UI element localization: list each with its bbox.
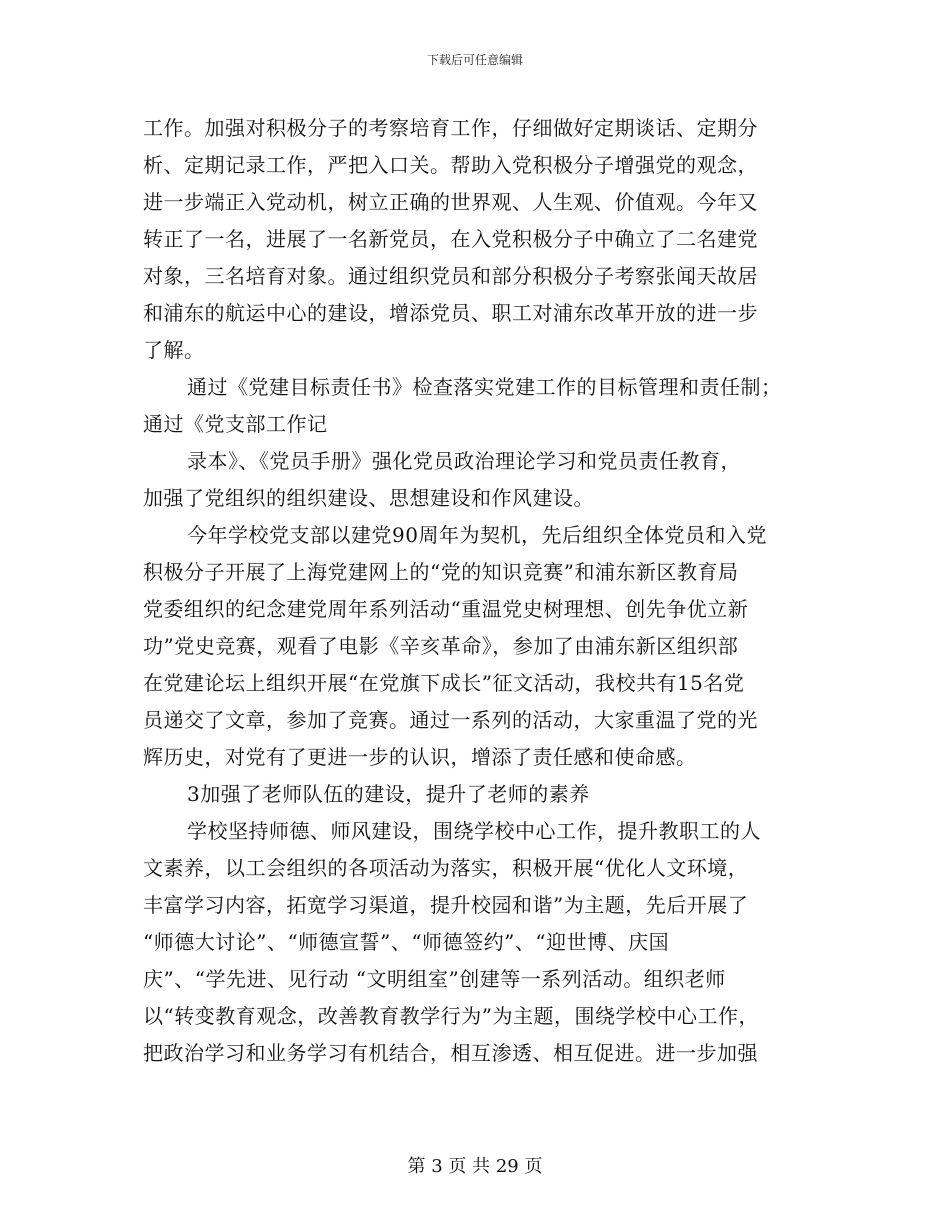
text-line: 把政治学习和业务学习有机结合，相互渗透、相互促进。进一步加强 [143,1041,758,1065]
text-line: 丰富学习内容，拓宽学习渠道，提升校园和谐”为主题，先后开展了 [143,893,749,917]
text-line: 转正了一名，进展了一名新党员，在入党积极分子中确立了二名建党 [143,227,758,251]
text-line: 员递交了文章，参加了竞赛。通过一系列的活动，大家重温了党的光 [143,708,758,732]
text-line: 在党建论坛上组织开展“在党旗下成长”征文活动，我校共有15名党 [143,671,745,695]
text-line: 通过《党支部工作记 [143,412,328,436]
text-line: 和浦东的航运中心的建设，增添党员、职工对浦东改革开放的进一步 [143,301,758,325]
text-line: 工作。加强对积极分子的考察培育工作，仔细做好定期谈话、定期分 [143,116,758,140]
text-line: 加强了党组织的组织建设、思想建设和作风建设。 [143,486,594,510]
text-line: 功”党史竞赛，观看了电影《辛亥革命》，参加了由浦东新区组织部 [143,634,739,658]
text-line: “师德大讨论”、“师德宣誓”、“师德签约”、“迎世博、庆国 [143,930,670,954]
text-line: 今年学校党支部以建党90周年为契机，先后组织全体党员和入党 [187,523,767,547]
text-line: 进一步端正入党动机，树立正确的世界观、人生观、价值观。今年又 [143,190,758,214]
text-line: 析、定期记录工作，严把入口关。帮助入党积极分子增强党的观念， [143,153,758,177]
text-line: 3加强了老师队伍的建设，提升了老师的素养 [187,782,590,806]
text-line: 文素养，以工会组织的各项活动为落实，积极开展“优化人文环境， [143,856,749,880]
text-line: 通过《党建目标责任书》检查落实党建工作的目标管理和责任制； [187,375,782,399]
document-body [143,110,808,1072]
text-line: 庆”、“学先进、见行动 “文明组室”创建等一系列活动。组织老师 [143,967,726,991]
text-line: 辉历史，对党有了更进一步的认识，增添了责任感和使命感。 [143,745,697,769]
text-line: 录本》、《党员手册》强化党员政治理论学习和党员责任教育， [187,449,741,473]
text-line: 对象，三名培育对象。通过组织党员和部分积极分子考察张闻天故居 [143,264,758,288]
text-line: 了解。 [143,338,205,362]
text-line: 学校坚持师德、师风建设，围绕学校中心工作，提升教职工的人 [187,819,761,843]
page-number-footer: 第 3 页 共 29 页 [407,1156,543,1177]
page-header-note: 下载后可任意编辑 [426,53,523,67]
text-line: 积极分子开展了上海党建网上的“党的知识竞赛”和浦东新区教育局 [143,560,739,584]
text-line: 以“转变教育观念，改善教育教学行为”为主题，围绕学校中心工作， [143,1004,759,1028]
text-line: 党委组织的纪念建党周年系列活动“重温党史树理想、创先争优立新 [143,597,749,621]
